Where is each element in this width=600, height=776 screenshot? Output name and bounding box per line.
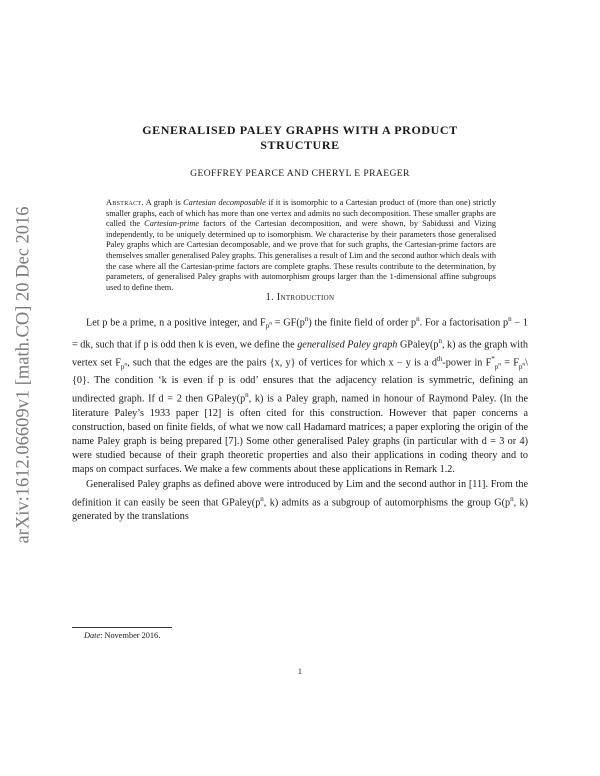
- text-run: , k) as the graph with vertex set F: [72, 339, 529, 369]
- abstract-label: Abstract.: [106, 198, 144, 207]
- footnote-label: Date: [84, 631, 101, 640]
- text-run: Let p be a prime, n a positive integer, and F: [86, 317, 266, 329]
- abstract-emphasis: Cartesian decomposable: [183, 198, 266, 207]
- text-run: GPaley(p: [397, 339, 439, 351]
- text-run: Generalised Paley graphs as defined above were introduced by Lim and the second author in [11]. From the definition it can easily be seen that GPaley(p: [72, 478, 528, 509]
- abstract-text: A graph is: [143, 198, 184, 207]
- superscript: *: [491, 355, 495, 364]
- text-run: , k) generated by the translations: [72, 497, 528, 523]
- superscript: n: [269, 321, 272, 328]
- emphasis: generalised Paley graph: [297, 339, 398, 351]
- abstract-text: if it is isomorphic to a Cartesian product of (more than one) strictly smaller graphs, each of which has more than one vertex and admits no such decomposition. These smaller graphs are called the: [106, 198, 496, 229]
- superscript: n: [124, 361, 128, 368]
- superscript: n: [510, 494, 514, 503]
- superscript: n: [260, 494, 264, 503]
- page-number: 1: [297, 667, 303, 676]
- text-run: , such that the edges are the pairs {x, y} of vertices for which x − y is a d: [127, 357, 437, 369]
- paragraph: [72, 478, 528, 525]
- text-run: -power in F: [442, 357, 492, 369]
- title-line-2: STRUCTURE: [260, 138, 340, 152]
- paragraph: [72, 312, 528, 478]
- text-run: , k) admits as a subgroup of automorphisms the group G(p: [263, 497, 511, 509]
- subscript: p: [265, 322, 270, 331]
- arxiv-identifier: arXiv:1612.06609v1 [math.CO] 20 Dec 2016: [13, 206, 34, 544]
- section-number: 1.: [265, 292, 274, 303]
- superscript: n: [498, 361, 502, 368]
- superscript: n: [508, 315, 512, 323]
- footnote-rule: [72, 627, 172, 628]
- superscript: n: [438, 336, 442, 345]
- arxiv-sidebar-stamp: [6, 170, 42, 580]
- title-line-1: GENERALISED PALEY GRAPHS WITH A PRODUCT: [142, 123, 458, 137]
- subscript: p: [120, 362, 125, 371]
- section-title: Introduction: [276, 292, 335, 303]
- superscript: n: [245, 391, 249, 400]
- text-run: − 1 = dk, such that if p is odd then k is even, we define the: [72, 317, 528, 351]
- body-text: [72, 312, 528, 525]
- subscript: p: [518, 362, 523, 371]
- superscript: n: [522, 361, 526, 368]
- abstract-emphasis: Cartesian-prime: [144, 219, 200, 229]
- superscript: n: [304, 315, 309, 323]
- text-run: ) the finite field of order p: [308, 317, 417, 329]
- paper-title: [90, 123, 510, 153]
- author-list: GEOFFREY PEARCE AND CHERYL E PRAEGER: [190, 168, 410, 179]
- subscript: p: [494, 362, 499, 371]
- abstract: [106, 198, 496, 293]
- text-run: , k) is a Paley graph, named in honour of Raymond Paley. (In the literature Paley’s 1933 paper [12] is often cited for this construction. However that paper concerns a construction, based on finite fields, of what we now call Hadamard matrices; a paper exploring the origin of the name Paley graph is being prepared [7].) Some other generalised Paley graphs (in particular with d = 3 or 4) were studied because of their graph theoretic properties and also their applications in coding theory and to maps on compact surfaces. We make a few comments about these applications in Remark 1.2.: [72, 393, 528, 476]
- text-run: \{0}. The condition ‘k is even if p is odd’ ensures that the adjacency relation is symmetric, defining an undirected graph. If d = 2 then GPaley(p: [72, 357, 528, 405]
- section-heading: [90, 292, 510, 303]
- text-run: = F: [501, 357, 519, 369]
- text-run: = GF(p: [271, 317, 305, 329]
- footnote-text: : November 2016.: [100, 631, 161, 640]
- text-run: . For a factorisation p: [419, 317, 509, 329]
- superscript: n: [416, 315, 420, 323]
- abstract-text: factors of the Cartesian decomposition, and were shown, by Sabidussi and Vizing independently, to be uniquely determined up to isomorphism. We characterise by their parameters those generalised Paley graphs which are Cartesian decomposable, and we prove that for such graphs, the Cartesian-prime factors are themselves smaller generalised Paley graphs. This generalises a result of Lim and the second author which deals with the case where all the Cartesian-prime factors are complete graphs. These results contribute to the determination, by parameters, of generalised Paley graphs with automorphism groups larger than the 1-dimensional affine subgroups used to define them.: [106, 219, 496, 292]
- superscript: th: [436, 355, 443, 364]
- footnote: [84, 631, 160, 640]
